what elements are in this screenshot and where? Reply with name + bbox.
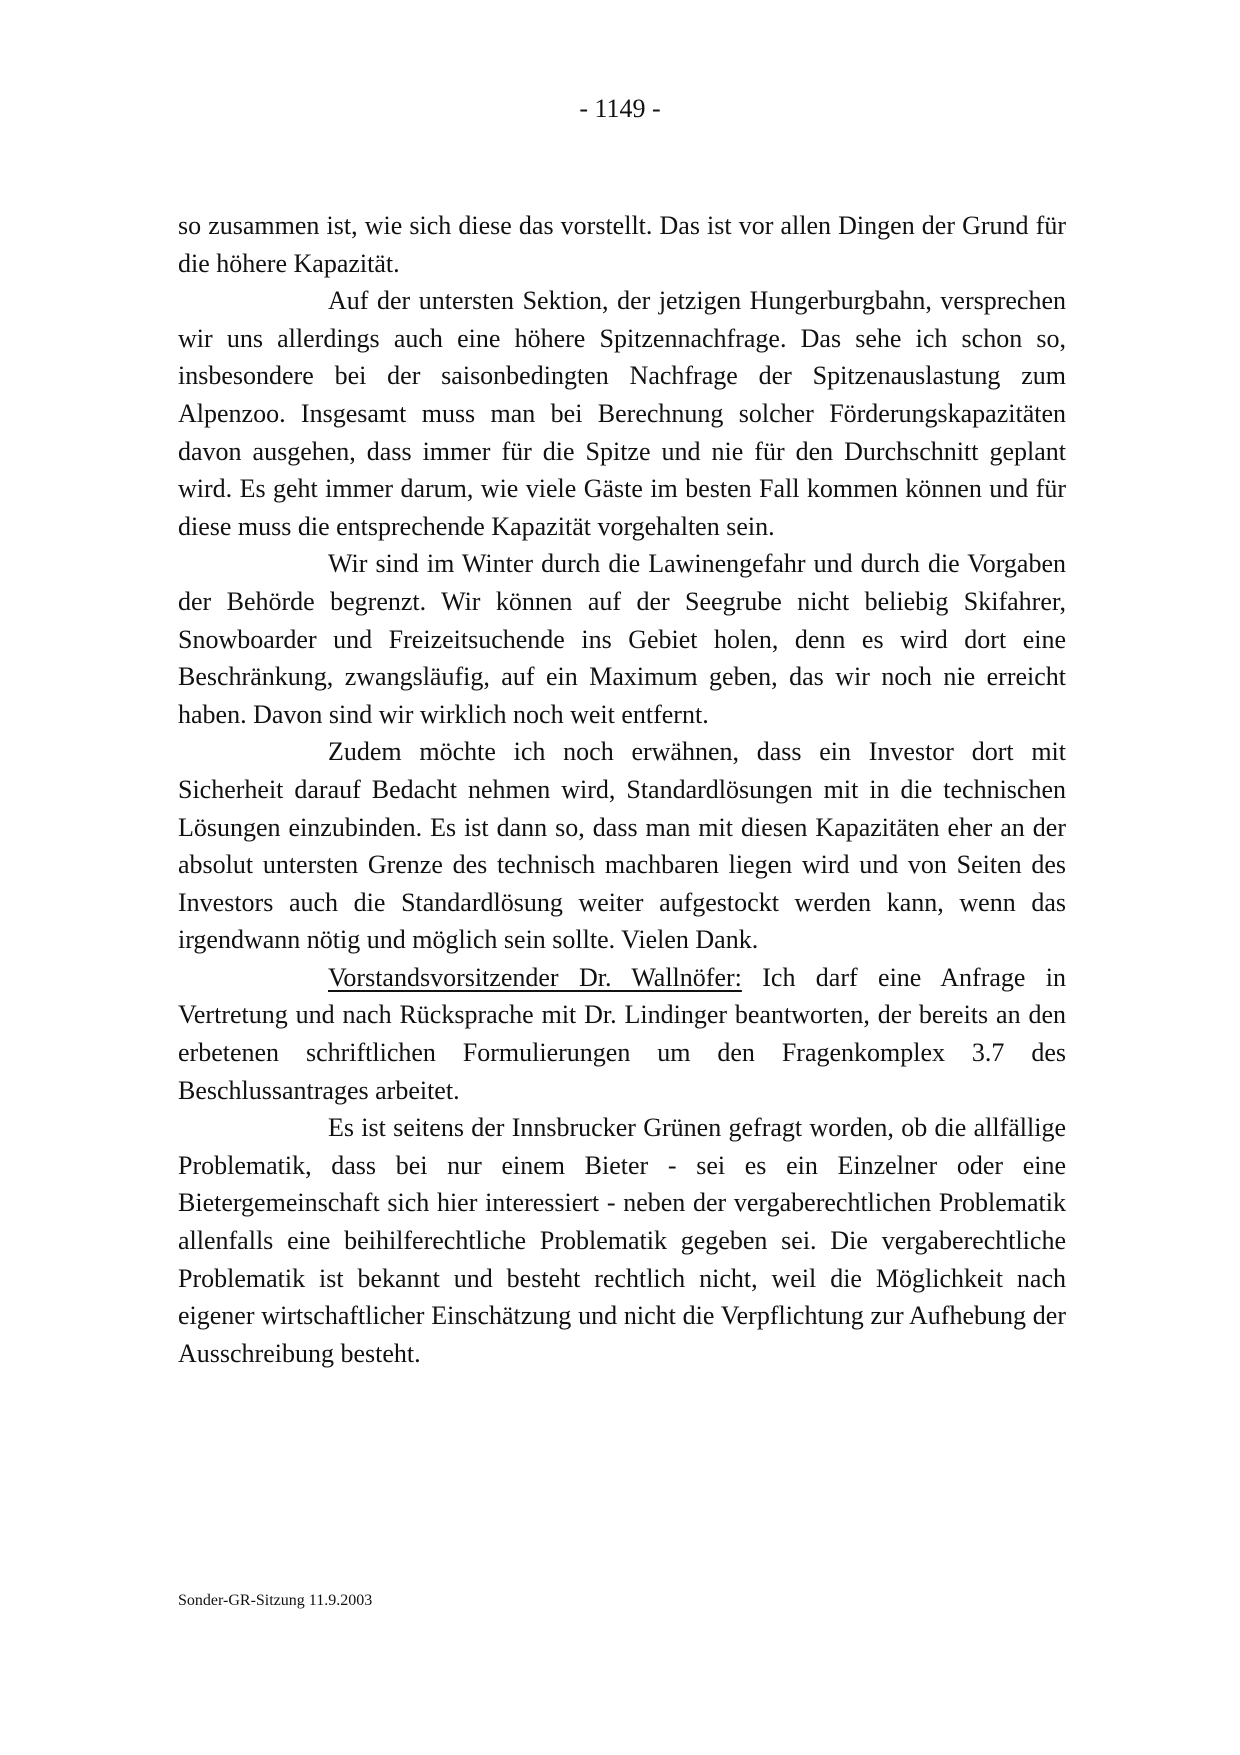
paragraph: Zudem möchte ich noch erwähnen, dass ein Investor dort mit Sicherheit darauf Bedacht nehmen wird, Standardlösungen mit in die technischen Lösungen einzubinden. Es ist dann so, dass man mit diesen Kapazitäten eher an der absolut untersten Grenze des technisch machbaren liegen wird und von Seiten des Investors auch die Standardlösung weiter aufgestockt werden kann, wenn das irgendwann nötig und möglich sein sollte. Vielen Dank. [178, 737, 1066, 955]
paragraph-continuation: so zusammen ist, wie sich diese das vorstellt. Das ist vor allen Dingen der Grund für die höhere Kapazität. [178, 211, 1066, 278]
paragraph: Wir sind im Winter durch die Lawinengefahr und durch die Vorgaben der Behörde begrenzt. Wir können auf der Seegrube nicht beliebig Skifahrer, Snowboarder und Freizeitsuchende ins Gebiet holen, denn es wird dort eine Beschränkung, zwangsläufig, auf ein Maximum geben, das wir noch nie erreicht haben. Davon sind wir wirklich noch weit entfernt. [178, 549, 1066, 729]
page-number: - 1149 - [579, 94, 661, 123]
document-body [178, 207, 1066, 1372]
speaker-paragraph [178, 959, 1066, 1109]
paragraph: Auf der untersten Sektion, der jetzigen Hungerburgbahn, versprechen wir uns allerdings auch eine höhere Spitzennachfrage. Das sehe ich schon so, insbesondere bei der saisonbedingten Nachfrage der Spitzenauslastung zum Alpenzoo. Insgesamt muss man bei Berechnung solcher Förderungskapazitäten davon ausgehen, dass immer für die Spitze und nie für den Durchschnitt geplant wird. Es geht immer darum, wie viele Gäste im besten Fall kommen können und für diese muss die entsprechende Kapazität vorgehalten sein. [178, 286, 1066, 541]
paragraph: Es ist seitens der Innsbrucker Grünen gefragt worden, ob die allfällige Problematik, dass bei nur einem Bieter - sei es ein Einzelner oder eine Bietergemeinschaft sich hier interessiert - neben der vergaberechtlichen Problematik allenfalls eine beihilferechtliche Problematik gegeben sei. Die vergaberechtliche Problematik ist bekannt und besteht rechtlich nicht, weil die Möglichkeit nach eigener wirtschaftlicher Einschätzung und nicht die Verpflichtung zur Aufhebung der Ausschreibung besteht. [178, 1113, 1066, 1368]
footer-session-label: Sonder-GR-Sitzung 11.9.2003 [178, 1592, 373, 1609]
speaker-name: Vorstandsvorsitzender Dr. Wallnöfer: [328, 962, 742, 992]
speaker-statement: Ich darf eine Anfrage in Vertretung und nach Rücksprache mit Dr. Lindinger beantworten, der bereits an den erbetenen schriftlichen Formulierungen um den Fragenkomplex 3.7 des Beschlussantrages arbeitet. [178, 962, 1067, 1105]
